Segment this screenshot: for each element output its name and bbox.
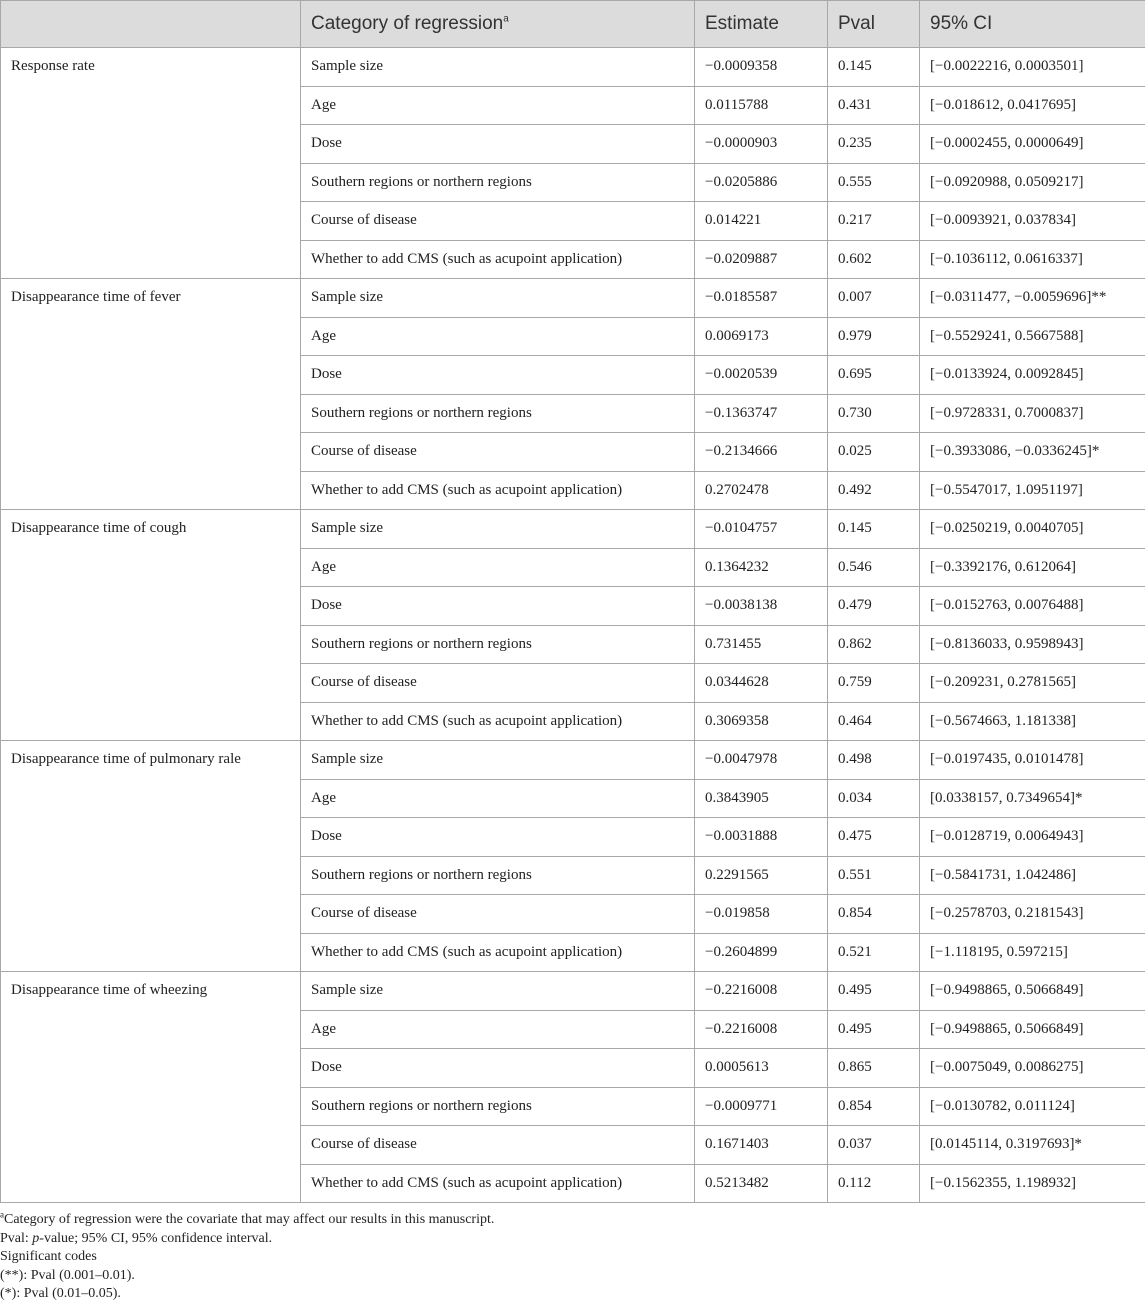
footnote-sig-title: Significant codes bbox=[0, 1249, 97, 1264]
estimate-cell: 0.1671403 bbox=[695, 1126, 828, 1165]
ci-cell: [−0.0002455, 0.0000649] bbox=[920, 125, 1145, 164]
estimate-cell: 0.2702478 bbox=[695, 471, 828, 510]
pval-cell: 0.551 bbox=[828, 856, 920, 895]
ci-cell: [−0.5841731, 1.042486] bbox=[920, 856, 1145, 895]
pval-cell: 0.112 bbox=[828, 1164, 920, 1203]
outcome-group-label: Disappearance time of wheezing bbox=[1, 972, 301, 1203]
outcome-group-label: Disappearance time of cough bbox=[1, 510, 301, 741]
ci-cell: [−0.8136033, 0.9598943] bbox=[920, 625, 1145, 664]
category-cell: Sample size bbox=[301, 972, 695, 1011]
ci-cell: [−0.0133924, 0.0092845] bbox=[920, 356, 1145, 395]
header-pval: Pval bbox=[828, 1, 920, 48]
category-cell: Course of disease bbox=[301, 664, 695, 703]
estimate-cell: 0.3843905 bbox=[695, 779, 828, 818]
pval-cell: 0.546 bbox=[828, 548, 920, 587]
category-cell: Southern regions or northern regions bbox=[301, 163, 695, 202]
table-body bbox=[1, 48, 1145, 1203]
ci-cell: [−0.9498865, 0.5066849] bbox=[920, 972, 1145, 1011]
category-cell: Sample size bbox=[301, 48, 695, 87]
estimate-cell: 0.0115788 bbox=[695, 86, 828, 125]
outcome-group-label: Disappearance time of fever bbox=[1, 279, 301, 510]
pval-cell: 0.034 bbox=[828, 779, 920, 818]
pval-cell: 0.862 bbox=[828, 625, 920, 664]
pval-cell: 0.492 bbox=[828, 471, 920, 510]
estimate-cell: 0.5213482 bbox=[695, 1164, 828, 1203]
table-row bbox=[1, 741, 1145, 780]
category-cell: Dose bbox=[301, 1049, 695, 1088]
category-cell: Dose bbox=[301, 587, 695, 626]
pval-cell: 0.521 bbox=[828, 933, 920, 972]
pval-cell: 0.217 bbox=[828, 202, 920, 241]
pval-cell: 0.235 bbox=[828, 125, 920, 164]
estimate-cell: −0.0047978 bbox=[695, 741, 828, 780]
pval-cell: 0.602 bbox=[828, 240, 920, 279]
category-cell: Dose bbox=[301, 125, 695, 164]
ci-cell: [−0.3933086, −0.0336245]* bbox=[920, 433, 1145, 472]
outcome-group-label: Response rate bbox=[1, 48, 301, 279]
table-row bbox=[1, 48, 1145, 87]
table-row bbox=[1, 972, 1145, 1011]
pval-cell: 0.495 bbox=[828, 1010, 920, 1049]
category-cell: Dose bbox=[301, 356, 695, 395]
category-cell: Age bbox=[301, 779, 695, 818]
pval-cell: 0.007 bbox=[828, 279, 920, 318]
ci-cell: [−0.9728331, 0.7000837] bbox=[920, 394, 1145, 433]
category-cell: Course of disease bbox=[301, 202, 695, 241]
category-cell: Age bbox=[301, 1010, 695, 1049]
pval-cell: 0.865 bbox=[828, 1049, 920, 1088]
estimate-cell: −0.0104757 bbox=[695, 510, 828, 549]
ci-cell: [0.0338157, 0.7349654]* bbox=[920, 779, 1145, 818]
ci-cell: [−0.0075049, 0.0086275] bbox=[920, 1049, 1145, 1088]
ci-cell: [−0.0250219, 0.0040705] bbox=[920, 510, 1145, 549]
footnote-pval-italic: p bbox=[32, 1230, 40, 1246]
footnote-pval bbox=[0, 1230, 1145, 1249]
table-header-row bbox=[1, 1, 1145, 48]
pval-cell: 0.475 bbox=[828, 818, 920, 857]
estimate-cell: −0.0009771 bbox=[695, 1087, 828, 1126]
pval-cell: 0.145 bbox=[828, 510, 920, 549]
estimate-cell: −0.1363747 bbox=[695, 394, 828, 433]
table-row bbox=[1, 510, 1145, 549]
category-cell: Age bbox=[301, 548, 695, 587]
category-cell: Age bbox=[301, 317, 695, 356]
footnote-sig-double: (**): Pval (0.001–0.01). bbox=[0, 1267, 135, 1283]
pval-cell: 0.854 bbox=[828, 895, 920, 934]
header-ci: 95% CI bbox=[920, 1, 1145, 48]
ci-cell: [−1.118195, 0.597215] bbox=[920, 933, 1145, 972]
category-cell: Course of disease bbox=[301, 895, 695, 934]
footnote-a bbox=[0, 1211, 1145, 1230]
ci-cell: [0.0145114, 0.3197693]* bbox=[920, 1126, 1145, 1165]
outcome-group-label: Disappearance time of pulmonary rale bbox=[1, 741, 301, 972]
footnote-a-mark: a bbox=[0, 1209, 4, 1220]
category-cell: Whether to add CMS (such as acupoint application) bbox=[301, 933, 695, 972]
ci-cell: [−0.1036112, 0.0616337] bbox=[920, 240, 1145, 279]
ci-cell: [−0.2578703, 0.2181543] bbox=[920, 895, 1145, 934]
ci-cell: [−0.0920988, 0.0509217] bbox=[920, 163, 1145, 202]
ci-cell: [−0.3392176, 0.612064] bbox=[920, 548, 1145, 587]
category-cell: Sample size bbox=[301, 510, 695, 549]
category-cell: Whether to add CMS (such as acupoint application) bbox=[301, 240, 695, 279]
estimate-cell: 0.1364232 bbox=[695, 548, 828, 587]
ci-cell: [−0.0152763, 0.0076488] bbox=[920, 587, 1145, 626]
header-category-label: Category of regression bbox=[311, 13, 504, 34]
category-cell: Course of disease bbox=[301, 1126, 695, 1165]
ci-cell: [−0.9498865, 0.5066849] bbox=[920, 1010, 1145, 1049]
ci-cell: [−0.0197435, 0.0101478] bbox=[920, 741, 1145, 780]
estimate-cell: −0.2216008 bbox=[695, 1010, 828, 1049]
table-footnotes bbox=[0, 1203, 1145, 1304]
estimate-cell: −0.0185587 bbox=[695, 279, 828, 318]
footnote-a-text: Category of regression were the covariate that may affect our results in this manuscript. bbox=[4, 1212, 495, 1227]
estimate-cell: 0.731455 bbox=[695, 625, 828, 664]
pval-cell: 0.854 bbox=[828, 1087, 920, 1126]
category-cell: Southern regions or northern regions bbox=[301, 625, 695, 664]
estimate-cell: −0.2604899 bbox=[695, 933, 828, 972]
ci-cell: [−0.0128719, 0.0064943] bbox=[920, 818, 1145, 857]
pval-cell: 0.145 bbox=[828, 48, 920, 87]
pval-cell: 0.479 bbox=[828, 587, 920, 626]
estimate-cell: −0.0031888 bbox=[695, 818, 828, 857]
footnote-pval-prefix: Pval: bbox=[0, 1230, 33, 1246]
estimate-cell: −0.0205886 bbox=[695, 163, 828, 202]
estimate-cell: −0.019858 bbox=[695, 895, 828, 934]
ci-cell: [−0.5547017, 1.0951197] bbox=[920, 471, 1145, 510]
ci-cell: [−0.018612, 0.0417695] bbox=[920, 86, 1145, 125]
category-cell: Course of disease bbox=[301, 433, 695, 472]
pval-cell: 0.979 bbox=[828, 317, 920, 356]
ci-cell: [−0.5529241, 0.5667588] bbox=[920, 317, 1145, 356]
ci-cell: [−0.5674663, 1.181338] bbox=[920, 702, 1145, 741]
pval-cell: 0.025 bbox=[828, 433, 920, 472]
estimate-cell: 0.0344628 bbox=[695, 664, 828, 703]
category-cell: Whether to add CMS (such as acupoint application) bbox=[301, 1164, 695, 1203]
category-cell: Age bbox=[301, 86, 695, 125]
estimate-cell: −0.0020539 bbox=[695, 356, 828, 395]
ci-cell: [−0.1562355, 1.198932] bbox=[920, 1164, 1145, 1203]
pval-cell: 0.037 bbox=[828, 1126, 920, 1165]
category-cell: Sample size bbox=[301, 279, 695, 318]
ci-cell: [−0.209231, 0.2781565] bbox=[920, 664, 1145, 703]
estimate-cell: 0.3069358 bbox=[695, 702, 828, 741]
category-cell: Sample size bbox=[301, 741, 695, 780]
table-row bbox=[1, 279, 1145, 318]
pval-cell: 0.498 bbox=[828, 741, 920, 780]
ci-cell: [−0.0093921, 0.037834] bbox=[920, 202, 1145, 241]
estimate-cell: 0.0005613 bbox=[695, 1049, 828, 1088]
category-cell: Whether to add CMS (such as acupoint application) bbox=[301, 471, 695, 510]
pval-cell: 0.555 bbox=[828, 163, 920, 202]
header-estimate: Estimate bbox=[695, 1, 828, 48]
estimate-cell: −0.0038138 bbox=[695, 587, 828, 626]
ci-cell: [−0.0022216, 0.0003501] bbox=[920, 48, 1145, 87]
footnote-sig-single: (*): Pval (0.01–0.05). bbox=[0, 1286, 121, 1301]
pval-cell: 0.495 bbox=[828, 972, 920, 1011]
header-category bbox=[301, 1, 695, 48]
pval-cell: 0.695 bbox=[828, 356, 920, 395]
header-category-footnote-mark: a bbox=[503, 13, 509, 25]
estimate-cell: −0.0000903 bbox=[695, 125, 828, 164]
estimate-cell: 0.2291565 bbox=[695, 856, 828, 895]
estimate-cell: 0.0069173 bbox=[695, 317, 828, 356]
category-cell: Dose bbox=[301, 818, 695, 857]
category-cell: Whether to add CMS (such as acupoint application) bbox=[301, 702, 695, 741]
estimate-cell: −0.2134666 bbox=[695, 433, 828, 472]
category-cell: Southern regions or northern regions bbox=[301, 856, 695, 895]
pval-cell: 0.759 bbox=[828, 664, 920, 703]
estimate-cell: 0.014221 bbox=[695, 202, 828, 241]
ci-cell: [−0.0311477, −0.0059696]** bbox=[920, 279, 1145, 318]
category-cell: Southern regions or northern regions bbox=[301, 394, 695, 433]
estimate-cell: −0.0009358 bbox=[695, 48, 828, 87]
estimate-cell: −0.2216008 bbox=[695, 972, 828, 1011]
ci-cell: [−0.0130782, 0.011124] bbox=[920, 1087, 1145, 1126]
pval-cell: 0.464 bbox=[828, 702, 920, 741]
category-cell: Southern regions or northern regions bbox=[301, 1087, 695, 1126]
estimate-cell: −0.0209887 bbox=[695, 240, 828, 279]
pval-cell: 0.730 bbox=[828, 394, 920, 433]
pval-cell: 0.431 bbox=[828, 86, 920, 125]
footnote-pval-rest: -value; 95% CI, 95% confidence interval. bbox=[39, 1230, 273, 1246]
header-outcome bbox=[1, 1, 301, 48]
